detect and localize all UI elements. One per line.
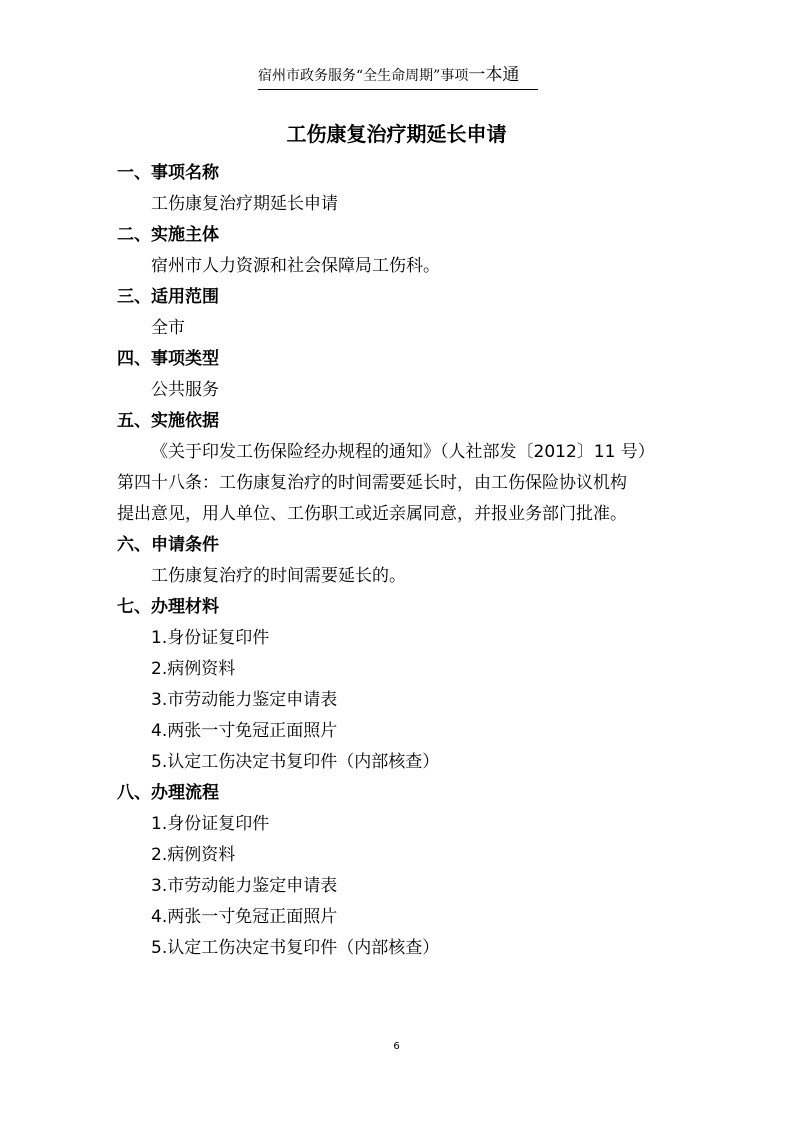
section-body-basis — [117, 437, 697, 530]
materials-list — [117, 623, 697, 778]
materials-list-item: 1.身份证复印件 — [151, 628, 270, 648]
section-body-conditions: 工伤康复治疗的时间需要延长的。 — [151, 566, 406, 586]
materials-list-item: 5.认定工伤决定书复印件（内部核查） — [151, 752, 440, 772]
materials-list-item: 3.市劳动能力鉴定申请表 — [151, 690, 338, 710]
section-heading-conditions: 六、申请条件 — [117, 535, 219, 555]
header-suffix-text: 一本通 — [468, 65, 520, 85]
header-text: 宿州市政务服务“全生命周期”事项 — [258, 68, 469, 84]
materials-list-item: 4.两张一寸免冠正面照片 — [151, 721, 338, 741]
process-list — [117, 809, 697, 964]
section-body-item-name: 工伤康复治疗期延长申请 — [151, 194, 338, 214]
section-body-scope: 全市 — [151, 318, 185, 338]
basis-line: 提出意见，用人单位、工伤职工或近亲属同意，并报业务部门批准。 — [117, 504, 627, 524]
section-heading-process: 八、办理流程 — [117, 783, 219, 803]
section-heading-subject: 二、实施主体 — [117, 225, 219, 245]
section-heading-item-name: 一、事项名称 — [117, 163, 219, 183]
basis-line: 《关于印发工伤保险经办规程的通知》（人社部发〔2012〕11 号） — [151, 442, 655, 462]
process-list-item: 4.两张一寸免冠正面照片 — [151, 907, 338, 927]
process-list-item: 2.病例资料 — [151, 845, 236, 865]
document-body — [117, 158, 697, 964]
basis-line: 第四十八条：工伤康复治疗的时间需要延长时，由工伤保险协议机构 — [117, 473, 627, 493]
materials-list-item: 2.病例资料 — [151, 659, 236, 679]
section-body-type: 公共服务 — [151, 380, 219, 400]
process-list-item: 5.认定工伤决定书复印件（内部核查） — [151, 938, 440, 958]
section-heading-scope: 三、适用范围 — [117, 287, 219, 307]
section-body-subject: 宿州市人力资源和社会保障局工伤科。 — [151, 256, 440, 276]
process-list-item: 1.身份证复印件 — [151, 814, 270, 834]
document-title: 工伤康复治疗期延长申请 — [286, 122, 507, 146]
section-heading-type: 四、事项类型 — [117, 349, 219, 369]
section-heading-materials: 七、办理材料 — [117, 597, 219, 617]
process-list-item: 3.市劳动能力鉴定申请表 — [151, 876, 338, 896]
page-header — [258, 60, 538, 90]
section-heading-basis: 五、实施依据 — [117, 411, 219, 431]
page-number: 6 — [393, 1041, 400, 1052]
